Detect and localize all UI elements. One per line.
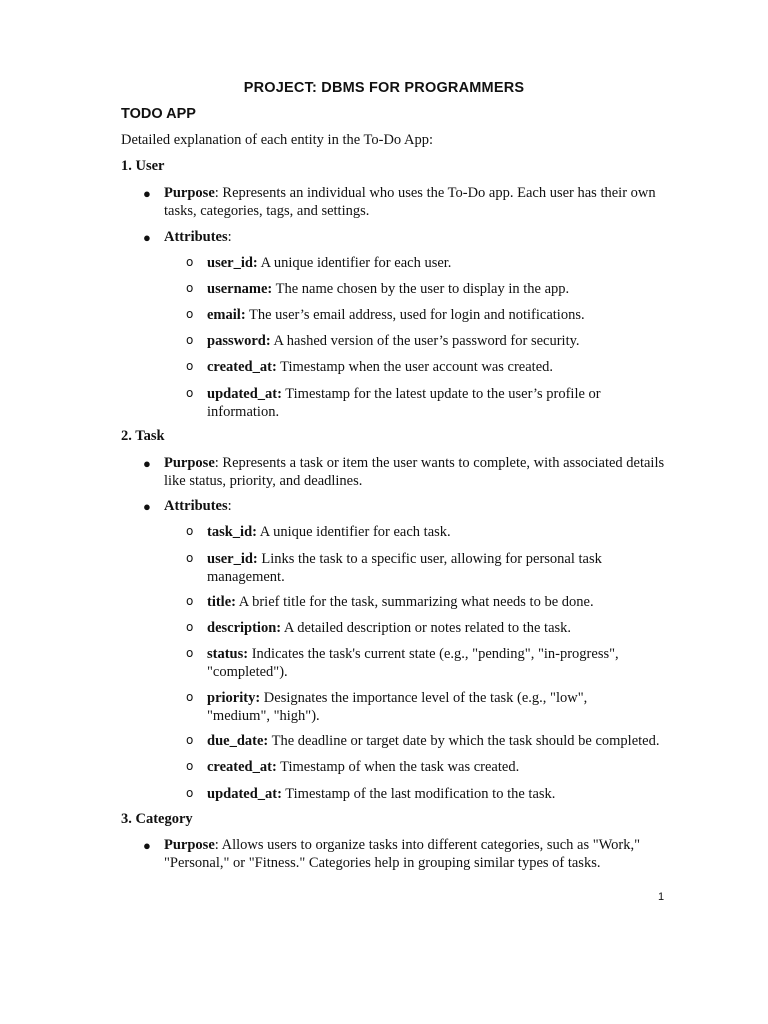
document-title: PROJECT: DBMS FOR PROGRAMMERS — [243, 80, 525, 96]
attribute-name: username: — [207, 281, 273, 297]
attribute-desc: A hashed version of the user’s password for security. — [270, 333, 580, 349]
list-item — [164, 333, 674, 351]
task-purpose-bullet — [121, 455, 676, 490]
attribute-desc: Timestamp when the user account was created. — [276, 359, 554, 375]
attribute-name: updated_at: — [207, 386, 282, 402]
list-item — [164, 307, 674, 325]
purpose-label: Purpose — [164, 837, 215, 853]
attribute-name: created_at: — [207, 759, 277, 775]
attributes-colon: : — [227, 498, 232, 514]
user-attributes-bullet — [121, 229, 681, 247]
list-item — [164, 690, 634, 725]
attribute-desc: The name chosen by the user to display in the app. — [272, 281, 570, 297]
document-subtitle: TODO APP — [121, 106, 196, 122]
bullet-icon: ● — [143, 499, 151, 514]
list-item — [164, 786, 674, 804]
attribute-desc: The user’s email address, used for login and notifications. — [245, 307, 585, 323]
list-item — [164, 359, 674, 377]
circle-bullet-icon: o — [186, 386, 194, 400]
circle-bullet-icon: o — [186, 620, 194, 634]
circle-bullet-icon: o — [186, 733, 194, 747]
attribute-name: user_id: — [207, 551, 258, 567]
list-item — [164, 594, 674, 612]
circle-bullet-icon: o — [186, 786, 194, 800]
attribute-desc: Designates the importance level of the task (e.g., "low", "medium", "high"). — [207, 690, 588, 724]
circle-bullet-icon: o — [186, 690, 194, 704]
circle-bullet-icon: o — [186, 359, 194, 373]
intro-paragraph: Detailed explanation of each entity in the To-Do App: — [121, 132, 433, 148]
attribute-desc: Timestamp for the latest update to the user’s profile or information. — [207, 386, 601, 420]
attribute-desc: Timestamp of the last modification to the task. — [281, 786, 556, 802]
attribute-desc: A detailed description or notes related to the task. — [281, 620, 572, 636]
purpose-text: : Represents an individual who uses the To-Do app. Each user has their own tasks, categories, tags, and settings. — [164, 185, 656, 219]
task-attributes-bullet — [121, 498, 681, 516]
list-item — [164, 524, 674, 542]
user-purpose-bullet — [121, 185, 681, 220]
attribute-desc: The deadline or target date by which the task should be completed. — [268, 733, 660, 749]
circle-bullet-icon: o — [186, 594, 194, 608]
list-item — [164, 551, 624, 586]
list-item — [164, 733, 674, 751]
section-heading-task: 2. Task — [121, 428, 165, 444]
list-item — [164, 281, 674, 299]
attributes-label: Attributes — [164, 229, 228, 245]
category-purpose-bullet — [121, 837, 661, 872]
list-item — [164, 646, 634, 681]
circle-bullet-icon: o — [186, 281, 194, 295]
attributes-label: Attributes — [164, 498, 228, 514]
bullet-icon: ● — [143, 838, 151, 853]
circle-bullet-icon: o — [186, 333, 194, 347]
purpose-text: : Allows users to organize tasks into different categories, such as "Work," "Personal," or "Fitness." Categories help in grouping similar types of tasks. — [164, 837, 641, 871]
bullet-icon: ● — [143, 186, 151, 201]
section-heading-user: 1. User — [121, 158, 165, 174]
section-heading-category: 3. Category — [121, 811, 193, 827]
purpose-label: Purpose — [164, 455, 215, 471]
circle-bullet-icon: o — [186, 646, 194, 660]
circle-bullet-icon: o — [186, 524, 194, 538]
purpose-label: Purpose — [164, 185, 215, 201]
attributes-colon: : — [227, 229, 232, 245]
circle-bullet-icon: o — [186, 759, 194, 773]
list-item — [164, 386, 614, 421]
attribute-name: user_id: — [207, 255, 258, 271]
attribute-name: password: — [207, 333, 271, 349]
attribute-name: priority: — [207, 690, 261, 706]
attribute-name: title: — [207, 594, 236, 610]
attribute-desc: Links the task to a specific user, allowing for personal task management. — [207, 551, 602, 585]
attribute-name: updated_at: — [207, 786, 282, 802]
attribute-name: email: — [207, 307, 246, 323]
attribute-desc: Timestamp of when the task was created. — [276, 759, 520, 775]
attribute-name: status: — [207, 646, 249, 662]
attribute-desc: A unique identifier for each task. — [256, 524, 451, 540]
list-item — [164, 255, 674, 273]
circle-bullet-icon: o — [186, 307, 194, 321]
bullet-icon: ● — [143, 456, 151, 471]
circle-bullet-icon: o — [186, 551, 194, 565]
bullet-icon: ● — [143, 230, 151, 245]
attribute-name: description: — [207, 620, 282, 636]
attribute-name: task_id: — [207, 524, 257, 540]
attribute-name: due_date: — [207, 733, 269, 749]
list-item — [164, 759, 674, 777]
list-item — [164, 620, 674, 638]
attribute-desc: Indicates the task's current state (e.g., "pending", "in-progress", "completed"). — [207, 646, 619, 680]
circle-bullet-icon: o — [186, 255, 194, 269]
attribute-desc: A brief title for the task, summarizing what needs to be done. — [235, 594, 594, 610]
page-number: 1 — [658, 891, 665, 903]
purpose-text: : Represents a task or item the user wants to complete, with associated details like status, priority, and deadlines. — [164, 455, 665, 489]
attribute-desc: A unique identifier for each user. — [257, 255, 452, 271]
attribute-name: created_at: — [207, 359, 277, 375]
